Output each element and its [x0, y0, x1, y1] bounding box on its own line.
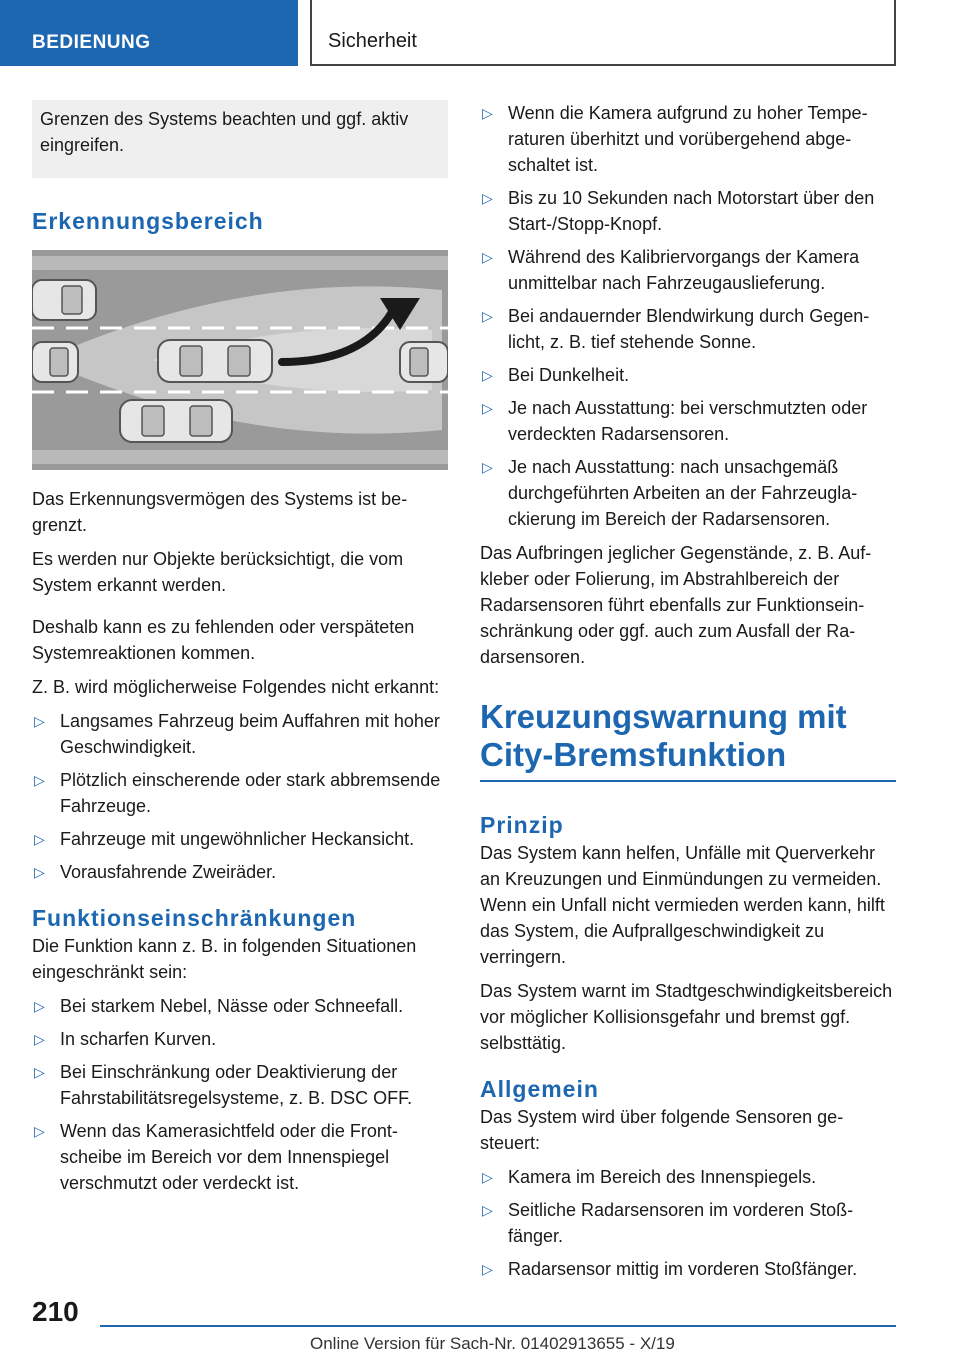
- list-item: ▷ Bei starkem Nebel, Nässe oder Schneefall.: [32, 993, 448, 1019]
- detection-area-illustration: [32, 250, 448, 470]
- triangle-bullet-icon: ▷: [34, 998, 45, 1014]
- note-box: Grenzen des Systems beachten und ggf. aktiv eingreifen.: [32, 100, 448, 178]
- paragraph: Das System warnt im Stadtgeschwindigkeitsbereich vor möglicher Kollisionsgefahr und bremst ggf. selbsttätig.: [480, 981, 893, 1053]
- footer-divider: [100, 1325, 896, 1327]
- bullet-list: [32, 708, 448, 885]
- paragraph: Das System wird über folgende Sensoren gesteuert:: [480, 1107, 844, 1153]
- triangle-bullet-icon: ▷: [482, 105, 493, 121]
- list-item: ▷ Bei andauernder Blendwirkung durch Gegenlicht, z. B. tief stehende Sonne.: [480, 303, 896, 355]
- paragraph: Z. B. wird möglicherweise Folgendes nicht erkannt:: [32, 677, 440, 697]
- heading-general: Allgemein: [480, 1076, 599, 1102]
- triangle-bullet-icon: ▷: [34, 1064, 45, 1080]
- list-item: ▷ Bis zu 10 Sekunden nach Motorstart über den Start-/Stopp-Knopf.: [480, 185, 896, 237]
- list-item: ▷ Wenn die Kamera aufgrund zu hoher Temperaturen überhitzt und vorübergehend abgeschaltet ist.: [480, 100, 896, 178]
- list-item: ▷ Radarsensor mittig im vorderen Stoßfänger.: [480, 1256, 896, 1282]
- list-item: ▷ Je nach Ausstattung: nach unsachgemäß durchgeführten Arbeiten an der Fahrzeuglackierung im Bereich der Radarsensoren.: [480, 454, 896, 532]
- paragraph: Die Funktion kann z. B. in folgenden Situationen eingeschränkt sein:: [32, 936, 417, 982]
- triangle-bullet-icon: ▷: [482, 459, 493, 475]
- triangle-bullet-icon: ▷: [482, 1169, 493, 1185]
- list-item: ▷ Bei Dunkelheit.: [480, 362, 896, 388]
- triangle-bullet-icon: ▷: [482, 1202, 493, 1218]
- heading-principle: Prinzip: [480, 812, 564, 838]
- bullet-list: [480, 100, 896, 532]
- triangle-bullet-icon: ▷: [34, 713, 45, 729]
- list-item: ▷ Fahrzeuge mit ungewöhnlicher Heckansicht.: [32, 826, 448, 852]
- paragraph: Deshalb kann es zu fehlenden oder verspäteten Systemreaktionen kommen.: [32, 617, 415, 663]
- list-item: ▷ Bei Einschränkung oder Deaktivierung der Fahrstabilitätsregelsysteme, z. B. DSC OFF.: [32, 1059, 448, 1111]
- triangle-bullet-icon: ▷: [482, 1261, 493, 1277]
- list-item: ▷ Langsames Fahrzeug beim Auffahren mit hoher Geschwindigkeit.: [32, 708, 448, 760]
- footer-online-version: Online Version für Sach-Nr. 01402913655 - X/19: [310, 1334, 675, 1353]
- triangle-bullet-icon: ▷: [482, 308, 493, 324]
- paragraph: Es werden nur Objekte berücksichtigt, die vom System erkannt werden.: [32, 549, 404, 595]
- list-item: ▷ Seitliche Radarsensoren im vorderen Stoßfänger.: [480, 1197, 896, 1249]
- right-column: [480, 100, 896, 1290]
- triangle-bullet-icon: ▷: [482, 249, 493, 265]
- bullet-list: [480, 1164, 896, 1282]
- triangle-bullet-icon: ▷: [34, 772, 45, 788]
- list-item: ▷ Vorausfahrende Zweiräder.: [32, 859, 448, 885]
- section-label: BEDIENUNG: [0, 0, 298, 66]
- chapter-title: Sicherheit: [310, 0, 896, 66]
- triangle-bullet-icon: ▷: [34, 864, 45, 880]
- list-item: ▷ Je nach Ausstattung: bei verschmutzten oder verdeckten Radarsensoren.: [480, 395, 896, 447]
- paragraph: Das Erkennungsvermögen des Systems ist begrenzt.: [32, 489, 408, 535]
- left-column: [32, 100, 448, 1204]
- triangle-bullet-icon: ▷: [34, 831, 45, 847]
- triangle-bullet-icon: ▷: [34, 1031, 45, 1047]
- bullet-list: [32, 993, 448, 1196]
- page-number: 210: [32, 1296, 79, 1327]
- paragraph: Das Aufbringen jeglicher Gegenstände, z. B. Aufkleber oder Folierung, im Abstrahlbereich der Radarsensoren führt ebenfalls zur Funktionseinschränkung oder ggf. auch zum Ausfall der Radarsensoren.: [480, 543, 872, 667]
- triangle-bullet-icon: ▷: [34, 1123, 45, 1139]
- page-header: [0, 0, 960, 66]
- list-item: ▷ In scharfen Kurven.: [32, 1026, 448, 1052]
- triangle-bullet-icon: ▷: [482, 367, 493, 383]
- heading-function-limits: Funktionseinschränkungen: [32, 905, 357, 931]
- list-item: ▷ Kamera im Bereich des Innenspiegels.: [480, 1164, 896, 1190]
- list-item: ▷ Wenn das Kamerasichtfeld oder die Frontscheibe im Bereich vor dem Innenspiegel verschmutzt oder verdeckt ist.: [32, 1118, 448, 1196]
- list-item: ▷ Plötzlich einscherende oder stark abbremsende Fahrzeuge.: [32, 767, 448, 819]
- triangle-bullet-icon: ▷: [482, 190, 493, 206]
- list-item: ▷ Während des Kalibriervorgangs der Kamera unmittelbar nach Fahrzeugauslieferung.: [480, 244, 896, 296]
- triangle-bullet-icon: ▷: [482, 400, 493, 416]
- heading-detection-area: Erkennungsbereich: [32, 208, 264, 234]
- section-heading-cross-traffic: Kreuzungswarnung mit City-Bremsfunktion: [480, 698, 896, 782]
- paragraph: Das System kann helfen, Unfälle mit Querverkehr an Kreuzungen und Einmündungen zu vermeiden. Wenn ein Unfall nicht vermieden werden kann, hilft das System, die Aufprallgeschwindigkeit zu verringern.: [480, 843, 885, 967]
